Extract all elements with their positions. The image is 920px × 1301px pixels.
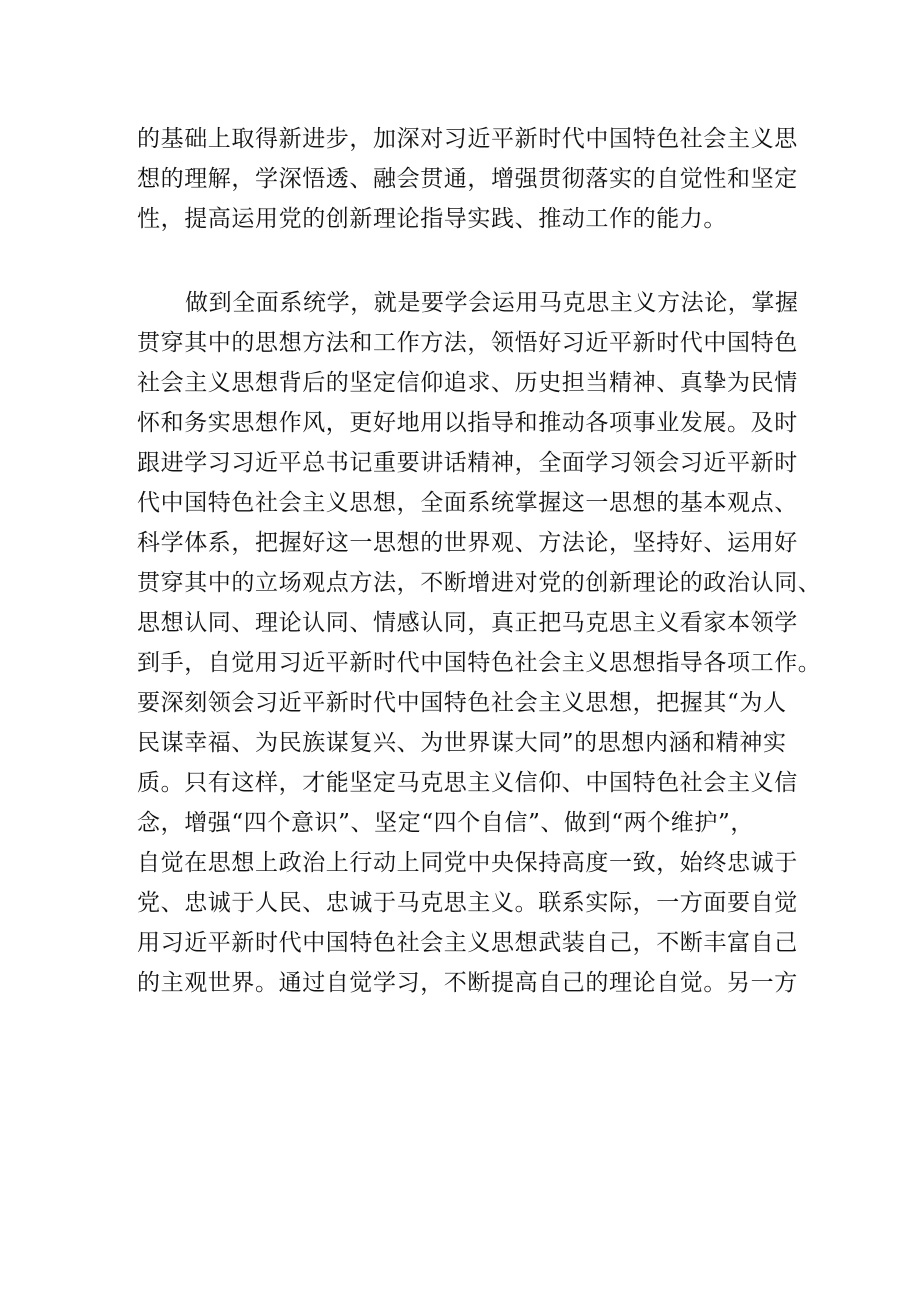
text-line: 到手，自觉用习近平新时代中国特色社会主义思想指导各项工作。 (137, 650, 822, 676)
text-line: 贯穿其中的立场观点方法，不断增进对党的创新理论的政治认同、 (137, 570, 822, 596)
text-line: 念，增强“四个意识”、坚定“四个自信”、做到“两个维护”， (137, 810, 754, 836)
text-line: 质。只有这样，才能坚定马克思主义信仰、中国特色社会主义信 (137, 770, 798, 796)
text-line: 用习近平新时代中国特色社会主义思想武装自己，不断丰富自己 (137, 930, 798, 956)
text-line: 做到全面系统学，就是要学会运用马克思主义方法论，掌握 (185, 290, 799, 316)
text-line: 要深刻领会习近平新时代中国特色社会主义思想，把握其“为人 (137, 690, 787, 716)
paragraph-continued (137, 119, 797, 239)
text-line: 跟进学习习近平总书记重要讲话精神，全面学习领会习近平新时 (137, 450, 798, 476)
text-line: 的主观世界。通过自觉学习，不断提高自己的理论自觉。另一方 (137, 970, 798, 996)
paragraph-systematic-study (137, 283, 822, 1003)
text-line: 代中国特色社会主义思想，全面系统掌握这一思想的基本观点、 (137, 490, 798, 516)
text-line: 的基础上取得新进步，加深对习近平新时代中国特色社会主义思 (137, 126, 798, 152)
text-line: 怀和务实思想作风，更好地用以指导和推动各项事业发展。及时 (137, 410, 798, 436)
text-line: 民谋幸福、为民族谋复兴、为世界谋大同”的思想内涵和精神实 (137, 730, 787, 756)
text-line: 思想认同、理论认同、情感认同，真正把马克思主义看家本领学 (137, 610, 798, 636)
text-line: 党、忠诚于人民、忠诚于马克思主义。联系实际，一方面要自觉 (137, 890, 798, 916)
text-line: 社会主义思想背后的坚定信仰追求、历史担当精神、真挚为民情 (137, 370, 798, 396)
text-line: 贯穿其中的思想方法和工作方法，领悟好习近平新时代中国特色 (137, 330, 798, 356)
text-line: 自觉在思想上政治上行动上同党中央保持高度一致，始终忠诚于 (137, 850, 798, 876)
text-line: 性，提高运用党的创新理论指导实践、推动工作的能力。 (137, 206, 727, 232)
text-line: 科学体系，把握好这一思想的世界观、方法论，坚持好、运用好 (137, 530, 798, 556)
text-line: 想的理解，学深悟透、融会贯通，增强贯彻落实的自觉性和坚定 (137, 166, 798, 192)
